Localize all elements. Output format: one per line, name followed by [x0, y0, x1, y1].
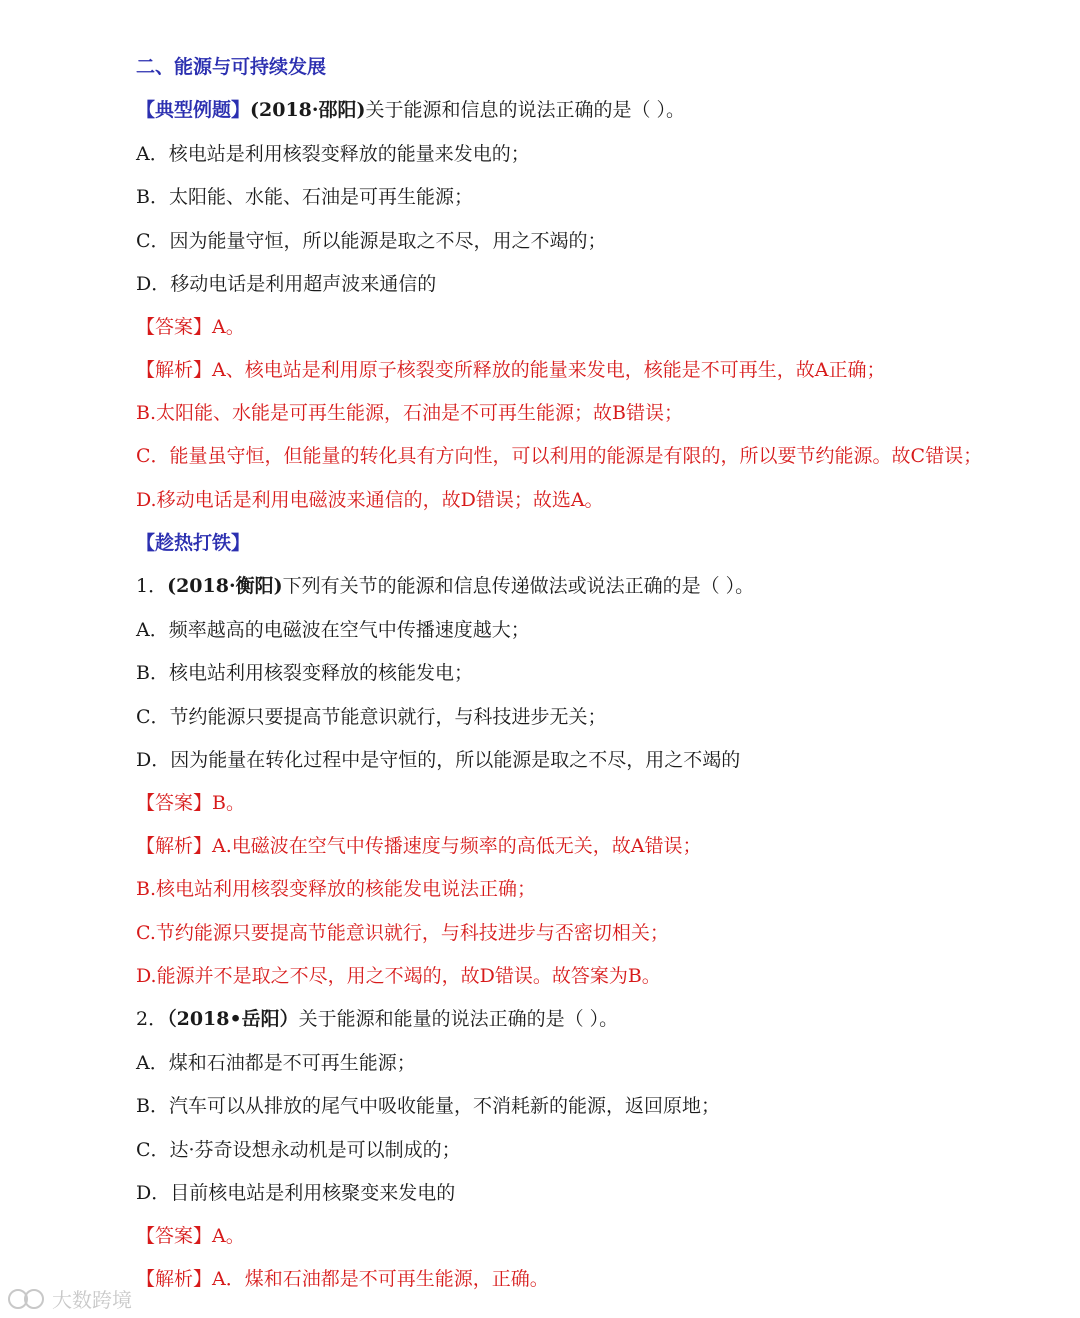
q2-option-a: A．煤和石油都是不可再生能源； [136, 1052, 416, 1074]
q1-analysis-2: B.核电站利用核裂变释放的核能发电说法正确； [136, 878, 537, 900]
q1-source: (2018·衡阳) [167, 575, 283, 597]
watermark [8, 1284, 132, 1313]
q2-answer: 【答案】A。 [136, 1225, 245, 1247]
practice-tag: 【趁热打铁】 [136, 532, 251, 554]
example-analysis-2: B.太阳能、水能是可再生能源，石油是不可再生能源；故B错误； [136, 402, 683, 424]
q1-option-b: B．核电站利用核裂变释放的核能发电； [136, 662, 473, 684]
example-option-a: A．核电站是利用核裂变释放的能量来发电的； [136, 143, 530, 165]
q2-option-b: B．汽车可以从排放的尾气中吸收能量，不消耗新的能源，返回原地； [136, 1095, 720, 1117]
q1-answer: 【答案】B。 [136, 792, 245, 814]
q1-question-text: 下列有关节的能源和信息传递做法或说法正确的是（ ）。 [282, 575, 755, 597]
q2-source: （2018•岳阳） [167, 1008, 299, 1030]
example-analysis-3: C．能量虽守恒，但能量的转化具有方向性，可以利用的能源是有限的，所以要节约能源。故C错误； [136, 445, 983, 467]
q1-analysis-4: D.能源并不是取之不尽，用之不竭的，故D错误。故答案为B。 [136, 965, 661, 987]
q2-option-d: D．目前核电站是利用核聚变来发电的 [136, 1182, 456, 1204]
watermark-logo-icon [8, 1288, 46, 1310]
watermark-text: 大数跨境 [52, 1288, 132, 1312]
example-option-d: D．移动电话是利用超声波来通信的 [136, 273, 437, 295]
q1-option-c: C．节约能源只要提高节能意识就行，与科技进步无关； [136, 706, 607, 728]
q1-option-d: D．因为能量在转化过程中是守恒的，所以能源是取之不尽，用之不竭的 [136, 749, 741, 771]
example-analysis-4: D.移动电话是利用电磁波来通信的，故D错误；故选A。 [136, 489, 604, 511]
q1-number: 1． [136, 575, 168, 597]
q2-question-text: 关于能源和能量的说法正确的是（ ）。 [298, 1008, 619, 1030]
q1-analysis-1: 【解析】A.电磁波在空气中传播速度与频率的高低无关，故A错误； [136, 835, 702, 857]
q2-analysis-1: 【解析】A．煤和石油都是不可再生能源，正确。 [136, 1268, 549, 1290]
example-analysis-1: 【解析】A、核电站是利用原子核裂变所释放的能量来发电，核能是不可再生，故A正确； [136, 359, 886, 381]
example-option-c: C．因为能量守恒，所以能源是取之不尽，用之不竭的； [136, 230, 607, 252]
example-answer: 【答案】A。 [136, 316, 245, 338]
q1-option-a: A．频率越高的电磁波在空气中传播速度越大； [136, 619, 530, 641]
example-source: (2018·邵阳) [250, 99, 366, 121]
q2-question [136, 1006, 618, 1032]
section-title: 二、能源与可持续发展 [136, 56, 327, 78]
q2-option-c: C．达·芬奇设想永动机是可以制成的； [136, 1139, 461, 1161]
q2-number: 2． [136, 1008, 168, 1030]
q1-question [136, 573, 754, 599]
example-question [136, 97, 685, 123]
example-tag: 【典型例题】 [136, 99, 251, 121]
q1-analysis-3: C.节约能源只要提高节能意识就行，与科技进步与否密切相关； [136, 922, 669, 944]
example-option-b: B．太阳能、水能、石油是可再生能源； [136, 186, 473, 208]
example-question-text: 关于能源和信息的说法正确的是（ ）。 [365, 99, 686, 121]
